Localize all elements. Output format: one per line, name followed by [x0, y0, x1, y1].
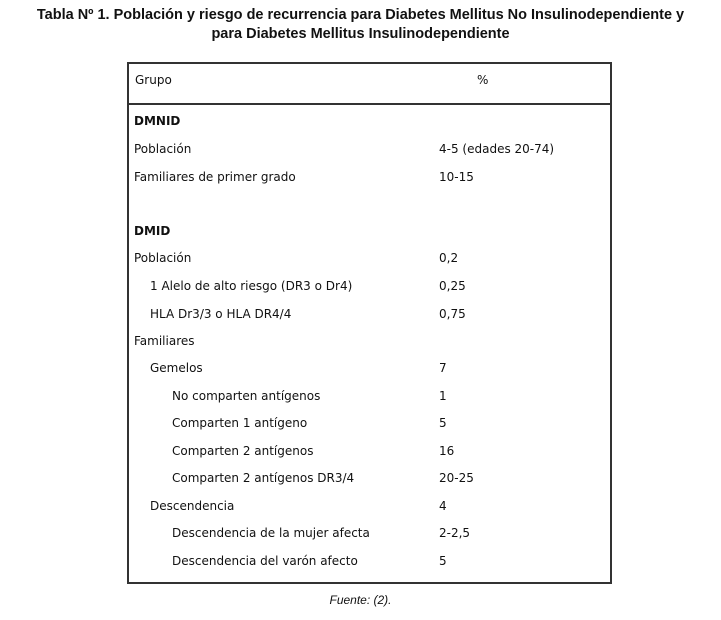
table-row	[129, 526, 610, 548]
data-table	[127, 62, 612, 584]
row-label: Descendencia	[150, 499, 235, 513]
row-label: DMNID	[134, 114, 181, 128]
row-label: Población	[134, 251, 192, 265]
table-row	[129, 471, 610, 493]
row-label: Familiares de primer grado	[134, 170, 296, 184]
row-label: Comparten 1 antígeno	[172, 416, 308, 430]
row-label: Población	[134, 142, 192, 156]
row-label: Comparten 2 antígenos	[172, 444, 314, 458]
table-row	[129, 416, 610, 438]
row-value: 5	[439, 554, 447, 568]
row-value: 16	[439, 444, 455, 458]
table-row	[129, 334, 610, 356]
table-row-dmnid	[129, 114, 610, 136]
table-title	[0, 6, 721, 44]
row-label: Comparten 2 antígenos DR3/4	[172, 471, 355, 485]
row-label: No comparten antígenos	[172, 389, 321, 403]
row-label: 1 Alelo de alto riesgo (DR3 o Dr4)	[150, 279, 353, 293]
row-label: Descendencia del varón afecto	[172, 554, 358, 568]
row-label: Gemelos	[150, 361, 203, 375]
row-value: 7	[439, 361, 447, 375]
row-value: 4	[439, 499, 447, 513]
table-row	[129, 361, 610, 383]
row-label: Descendencia de la mujer afecta	[172, 526, 370, 540]
header-percent: %	[477, 73, 489, 87]
table-row	[129, 251, 610, 273]
table-header-row	[129, 64, 610, 105]
table-row	[129, 554, 610, 576]
row-label: Familiares	[134, 334, 195, 348]
row-value: 0,75	[439, 307, 466, 321]
table-row-dmid	[129, 224, 610, 246]
table-row	[129, 389, 610, 411]
row-label: HLA Dr3/3 o HLA DR4/4	[150, 307, 292, 321]
row-value: 2-2,5	[439, 526, 471, 540]
table-row	[129, 170, 610, 192]
table-row	[129, 142, 610, 164]
row-value: 4-5 (edades 20-74)	[439, 142, 555, 156]
header-group: Grupo	[135, 73, 172, 87]
table-title-line-1: Tabla Nº 1. Población y riesgo de recurrencia para Diabetes Mellitus No Insulinodependiente y	[36, 7, 685, 23]
table-title-line-2: para Diabetes Mellitus Insulinodependiente	[211, 26, 510, 42]
row-value: 20-25	[439, 471, 474, 485]
row-value: 10-15	[439, 170, 474, 184]
row-label: DMID	[134, 224, 171, 238]
table-row	[129, 444, 610, 466]
row-value: 1	[439, 389, 447, 403]
table-row	[129, 279, 610, 301]
row-value: 0,25	[439, 279, 466, 293]
table-caption: Fuente: (2).	[329, 593, 392, 607]
table-row	[129, 499, 610, 521]
row-value: 0,2	[439, 251, 459, 265]
row-value: 5	[439, 416, 447, 430]
table-row	[129, 307, 610, 329]
